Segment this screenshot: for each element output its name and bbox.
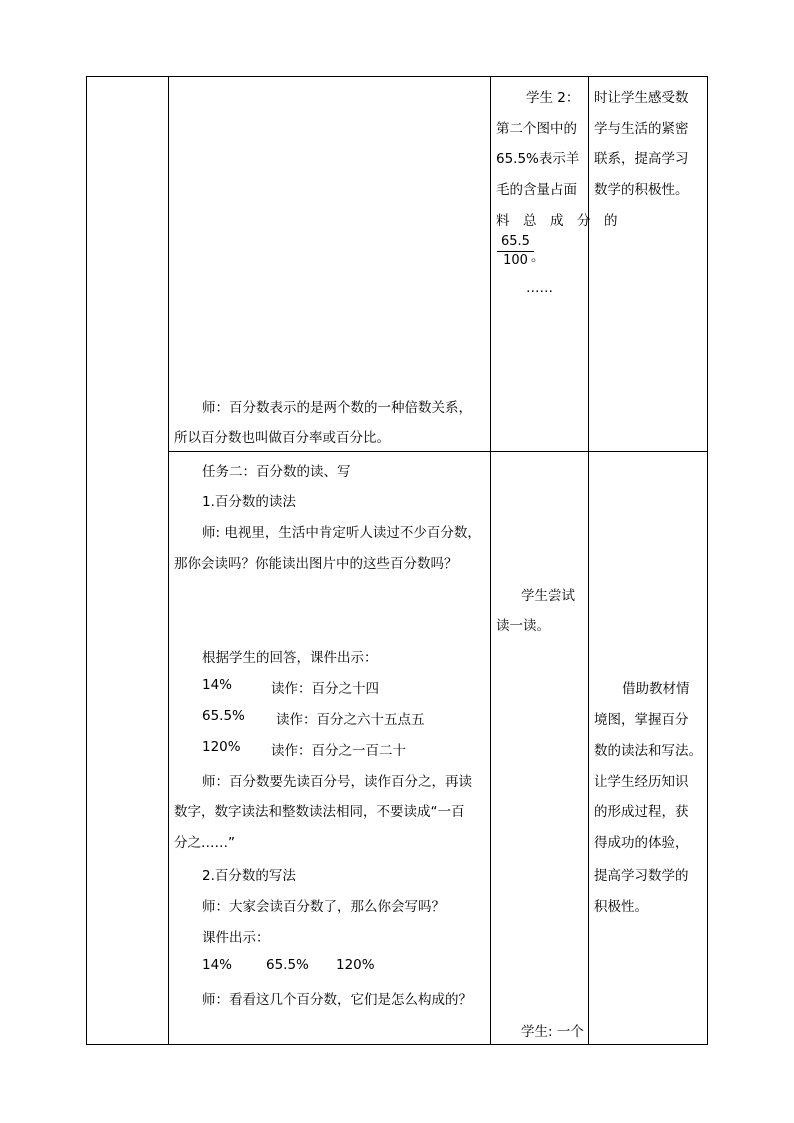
teacher-text-line: 师：大家会读百分数了，那么你会写吗？ <box>202 899 445 915</box>
student-text-line: 读一读。 <box>496 618 550 634</box>
percent-value: 120% <box>202 739 241 755</box>
percent-reading: 读作：百分之六十五点五 <box>276 712 425 728</box>
teacher-text-line: 师：百分数表示的是两个数的一种倍数关系， <box>202 400 472 416</box>
student-text-line: 第二个图中的 <box>496 121 577 137</box>
fraction-tail: 。 <box>531 249 545 265</box>
student-text-line: …… <box>526 280 553 296</box>
student-text-line: 学生 2： <box>526 90 580 106</box>
col-divider-1 <box>168 76 169 1045</box>
teacher-text-line: 1.百分数的读法 <box>202 494 296 510</box>
row-divider <box>168 451 708 452</box>
col-divider-2 <box>490 76 491 1045</box>
teacher-text-line: 数字，数字读法和整数读法相同，不要读成“一百 <box>174 804 465 820</box>
table-left-border <box>86 76 87 1045</box>
table-bottom-border <box>86 1044 708 1045</box>
intent-text-line: 时让学生感受数 <box>594 90 689 106</box>
teacher-text-line: 任务二：百分数的读、写 <box>202 464 351 480</box>
intent-text-line: 积极性。 <box>594 899 648 915</box>
intent-text-line: 境图，掌握百分 <box>594 712 689 728</box>
intent-text-line: 数的读法和写法。 <box>594 743 702 759</box>
intent-text-line: 学与生活的紧密 <box>594 121 689 137</box>
student-text-line: 学生: 一个 <box>521 1024 584 1040</box>
teacher-text-line: 课件出示： <box>202 930 270 946</box>
teacher-text-line: 师：百分数要先读百分号，读作百分之，再读 <box>202 774 472 790</box>
student-text-line: 学生尝试 <box>521 588 575 604</box>
percent-value: 65.5% <box>202 708 245 724</box>
fraction-bar <box>497 251 534 252</box>
teacher-text-line: 那你会读吗？你能读出图片中的这些百分数吗？ <box>174 556 458 572</box>
teacher-text-line: 2.百分数的写法 <box>202 868 296 884</box>
teacher-text-line: 师：看看这几个百分数，它们是怎么构成的？ <box>202 992 472 1008</box>
intent-text-line: 得成功的体验， <box>594 835 689 851</box>
percent-example: 14% <box>202 957 233 973</box>
teacher-text-line: 根据学生的回答，课件出示： <box>202 650 378 666</box>
student-text-line: 毛的含量占面 <box>496 182 577 198</box>
table-top-border <box>86 76 708 77</box>
percent-example: 65.5% <box>266 957 309 973</box>
fraction-numerator: 65.5 <box>501 234 530 249</box>
intent-text-line: 联系，提高学习 <box>594 151 689 167</box>
teacher-text-line: 分之……” <box>174 835 235 851</box>
intent-text-line: 提高学习数学的 <box>594 868 689 884</box>
intent-text-line: 的形成过程，获 <box>594 804 689 820</box>
fraction-65-5-over-100 <box>497 234 534 269</box>
table-right-border <box>707 76 708 1045</box>
percent-example: 120% <box>336 957 375 973</box>
percent-reading: 读作：百分之十四 <box>271 681 379 697</box>
student-text-line: 65.5%表示羊 <box>496 151 580 167</box>
teacher-text-line: 师: 电视里，生活中肯定听人读过不少百分数， <box>202 525 481 541</box>
intent-text-line: 数学的积极性。 <box>594 182 689 198</box>
student-text-line: 料 总 成 分 的 <box>496 213 623 229</box>
percent-value: 14% <box>202 677 233 693</box>
teacher-text-line: 所以百分数也叫做百分率或百分比。 <box>174 430 390 446</box>
intent-text-line: 让学生经历知识 <box>594 774 689 790</box>
fraction-denominator: 100 <box>503 253 528 268</box>
percent-reading: 读作：百分之一百二十 <box>271 743 406 759</box>
intent-text-line: 借助教材情 <box>622 681 690 697</box>
